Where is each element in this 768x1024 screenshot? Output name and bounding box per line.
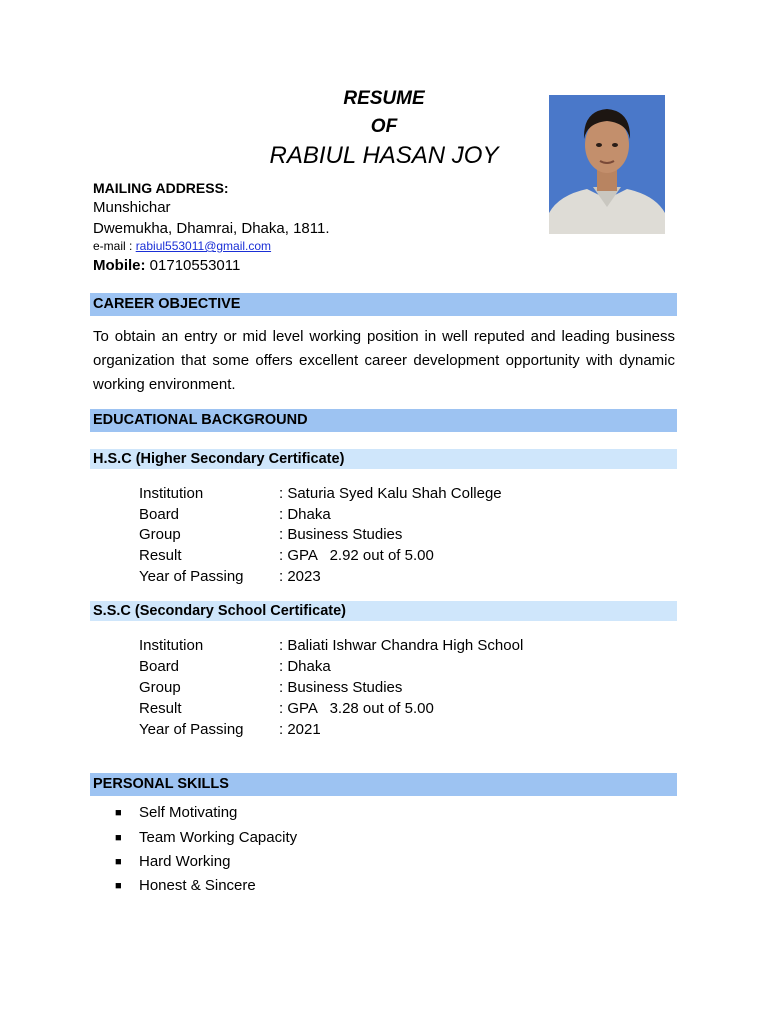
address-line-1: Munshichar bbox=[93, 199, 171, 216]
candidate-name: RABIUL HASAN JOY bbox=[269, 142, 499, 169]
ssc-label: Board bbox=[139, 658, 180, 675]
hsc-row bbox=[139, 524, 659, 545]
hsc-heading: H.S.C (Higher Secondary Certificate) bbox=[90, 449, 677, 469]
hsc-row bbox=[139, 504, 659, 525]
education-heading: EDUCATIONAL BACKGROUND bbox=[90, 409, 677, 432]
mobile-label: Mobile: bbox=[93, 257, 146, 274]
mobile-row bbox=[93, 257, 240, 274]
hsc-row bbox=[139, 566, 659, 587]
hsc-label: Group bbox=[139, 526, 181, 543]
ssc-value: : GPA 3.28 out of 5.00 bbox=[279, 700, 434, 717]
ssc-value: : 2021 bbox=[279, 721, 321, 738]
hsc-value: : 2023 bbox=[279, 568, 321, 585]
ssc-label: Result bbox=[139, 700, 182, 717]
email-label: e-mail : bbox=[93, 239, 136, 253]
resume-title: RESUME bbox=[343, 88, 425, 109]
portrait-image bbox=[549, 95, 665, 234]
ssc-value: : Dhaka bbox=[279, 658, 331, 675]
hsc-value: : GPA 2.92 out of 5.00 bbox=[279, 547, 434, 564]
career-objective-text: To obtain an entry or mid level working position in well reputed and leading business organization that some offers excellent career development opportunity with dynamic working environment. bbox=[93, 328, 675, 393]
ssc-row bbox=[139, 698, 659, 719]
ssc-label: Group bbox=[139, 679, 181, 696]
ssc-value: : Business Studies bbox=[279, 679, 403, 696]
resume-of: OF bbox=[370, 116, 398, 137]
career-objective-heading: CAREER OBJECTIVE bbox=[90, 293, 677, 316]
hsc-label: Board bbox=[139, 506, 180, 523]
ssc-label: Year of Passing bbox=[139, 721, 244, 738]
square-bullet-icon: ■ bbox=[115, 807, 122, 819]
email-row bbox=[93, 239, 271, 253]
profile-photo bbox=[549, 95, 665, 234]
square-bullet-icon: ■ bbox=[115, 856, 122, 868]
square-bullet-icon: ■ bbox=[115, 880, 122, 892]
hsc-value: : Dhaka bbox=[279, 506, 331, 523]
hsc-value: : Saturia Syed Kalu Shah College bbox=[279, 485, 502, 502]
skill-text: Self Motivating bbox=[139, 804, 238, 821]
address-line-2: Dwemukha, Dhamrai, Dhaka, 1811. bbox=[93, 220, 330, 237]
ssc-row bbox=[139, 677, 659, 698]
hsc-label: Institution bbox=[139, 485, 204, 502]
mailing-address-label: MAILING ADDRESS: bbox=[93, 180, 229, 196]
ssc-row bbox=[139, 635, 659, 656]
hsc-label: Year of Passing bbox=[139, 568, 244, 585]
ssc-label: Institution bbox=[139, 637, 204, 654]
ssc-heading: S.S.C (Secondary School Certificate) bbox=[90, 601, 677, 621]
hsc-row bbox=[139, 545, 659, 566]
hsc-row bbox=[139, 483, 659, 504]
hsc-value: : Business Studies bbox=[279, 526, 403, 543]
hsc-label: Result bbox=[139, 547, 182, 564]
skill-text: Team Working Capacity bbox=[139, 829, 298, 846]
email-link[interactable]: rabiul553011@gmail.com bbox=[135, 239, 272, 253]
skill-text: Hard Working bbox=[139, 853, 231, 870]
ssc-value: : Baliati Ishwar Chandra High School bbox=[279, 637, 524, 654]
personal-skills-heading: PERSONAL SKILLS bbox=[90, 773, 677, 796]
ssc-row bbox=[139, 656, 659, 677]
ssc-row bbox=[139, 719, 659, 740]
square-bullet-icon: ■ bbox=[115, 832, 122, 844]
skill-text: Honest & Sincere bbox=[139, 877, 256, 894]
mobile-number: 01710553011 bbox=[145, 257, 241, 274]
